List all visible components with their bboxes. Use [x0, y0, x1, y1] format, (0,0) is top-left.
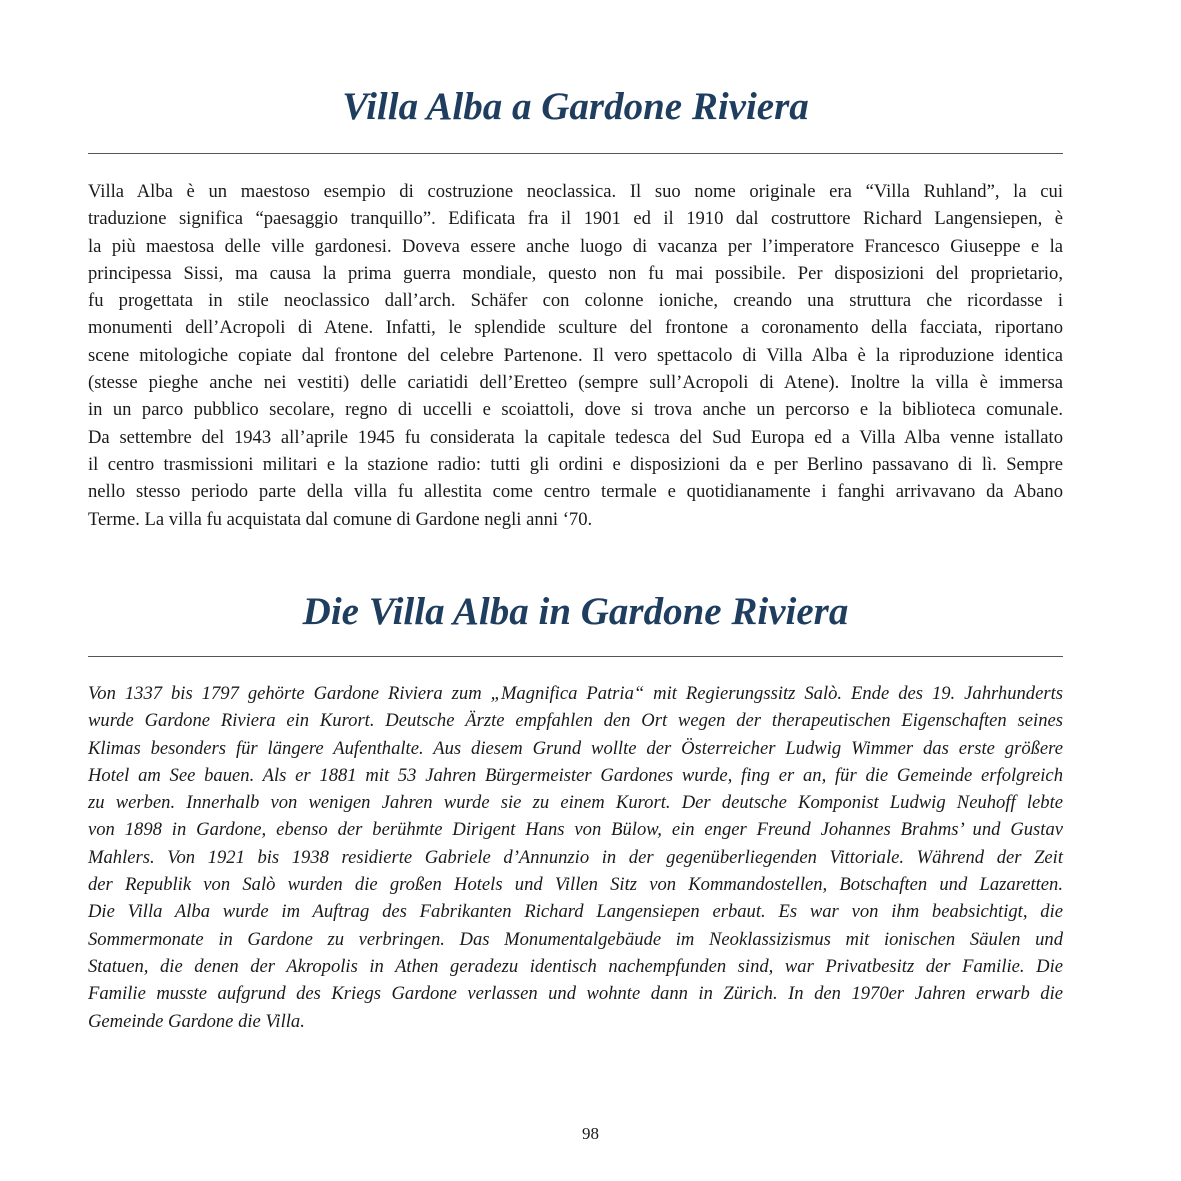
italian-section-title: Villa Alba a Gardone Riviera — [342, 85, 809, 128]
german-body-line: Von 1337 bis 1797 gehörte Gardone Riviera zum „Magnifica Patria“ mit Regierungssitz Salò. Ende des 19. Jahrhunderts — [88, 683, 1063, 704]
italian-body-line: il centro trasmissioni militari e la stazione radio: tutti gli ordini e disposizioni da e per Berlino passavano di lì. Sempre — [88, 453, 1063, 475]
german-body-line: von 1898 in Gardone, ebenso der berühmte Dirigent Hans von Bülow, ein enger Freund Johannes Brahms’ und Gustav — [88, 819, 1063, 841]
german-body-line: zu werben. Innerhalb von wenigen Jahren wurde sie zu einem Kurort. Der deutsche Komponist Ludwig Neuhoff lebte — [88, 792, 1063, 814]
italian-body-line: in un parco pubblico secolare, regno di uccelli e scoiattoli, dove si trova anche un percorso e la biblioteca comunale. — [88, 399, 1063, 421]
italian-body-line: traduzione significa “paesaggio tranquillo”. Edificata fra il 1901 ed il 1910 dal costruttore Richard Langensiepen, è — [88, 208, 1063, 230]
german-title-divider — [88, 656, 1063, 657]
german-body-text — [88, 680, 1063, 1035]
german-body-line: Die Villa Alba wurde im Auftrag des Fabrikanten Richard Langensiepen erbaut. Es war von ihm beabsichtigt, die — [88, 901, 1063, 923]
german-section-title: Die Villa Alba in Gardone Riviera — [302, 590, 849, 633]
italian-body-line: fu progettata in stile neoclassico dall’arch. Schäfer con colonne ioniche, creando una struttura che ricordasse i — [88, 290, 1063, 312]
german-body-line: Familie musste aufgrund des Kriegs Gardone verlassen und wohnte dann in Zürich. In den 1970er Jahren erwarb die — [88, 983, 1063, 1005]
german-body-line: der Republik von Salò wurden die großen Hotels und Villen Sitz von Kommandostellen, Botschaften und Lazaretten. — [88, 874, 1063, 896]
italian-body-line: nello stesso periodo parte della villa fu allestita come centro termale e quotidianamente i fanghi arrivavano da Abano — [88, 481, 1063, 503]
italian-body-line: Terme. La villa fu acquistata dal comune di Gardone negli anni ‘70. — [88, 508, 593, 530]
german-body-line: Hotel am See bauen. Als er 1881 mit 53 Jahren Bürgermeister Gardones wurde, fing er an, für die Gemeinde erfolgreich — [88, 764, 1063, 786]
german-body-line: Klimas besonders für längere Aufenthalte. Aus diesem Grund wollte der Österreicher Ludwig Wimmer das erste größere — [88, 737, 1063, 759]
italian-body-line: Da settembre del 1943 all’aprile 1945 fu considerata la capitale tedesca del Sud Europa ed a Villa Alba venne istallato — [88, 426, 1063, 448]
italian-title-divider — [88, 153, 1063, 154]
german-body-line: wurde Gardone Riviera ein Kurort. Deutsche Ärzte empfahlen den Ort wegen der therapeutischen Eigenschaften seines — [88, 710, 1063, 732]
italian-body-line: principessa Sissi, ma causa la prima guerra mondiale, questo non fu mai possibile. Per disposizioni del proprietario, — [88, 262, 1063, 284]
italian-body-line: la più maestosa delle ville gardonesi. Doveva essere anche luogo di vacanza per l’imperatore Francesco Giuseppe e la — [88, 235, 1063, 257]
italian-body-line: Villa Alba è un maestoso esempio di costruzione neoclassica. Il suo nome originale era “Villa Ruhland”, la cui — [88, 181, 1063, 202]
italian-body-text — [88, 178, 1063, 533]
german-body-line: Statuen, die denen der Akropolis in Athen geradezu identisch nachempfunden sind, war Privatbesitz der Familie. Die — [88, 955, 1063, 977]
page-number: 98 — [582, 1124, 599, 1143]
italian-body-line: monumenti dell’Acropoli di Atene. Infatti, le splendide sculture del frontone a coronamento della facciata, riportano — [88, 317, 1063, 339]
italian-body-line: (stesse pieghe anche nei vestiti) delle cariatidi dell’Eretteo (sempre sull’Acropoli di Atene). Inoltre la villa è immersa — [88, 372, 1063, 394]
german-body-line: Mahlers. Von 1921 bis 1938 residierte Gabriele d’Annunzio in der gegenüberliegenden Vittoriale. Während der Zeit — [88, 846, 1063, 868]
italian-body-line: scene mitologiche copiate dal frontone del celebre Partenone. Il vero spettacolo di Villa Alba è la riproduzione identica — [88, 344, 1063, 366]
german-body-line: Sommermonate in Gardone zu verbringen. Das Monumentalgebäude im Neoklassizismus mit ionischen Säulen und — [88, 928, 1063, 950]
german-body-line: Gemeinde Gardone die Villa. — [88, 1010, 305, 1032]
